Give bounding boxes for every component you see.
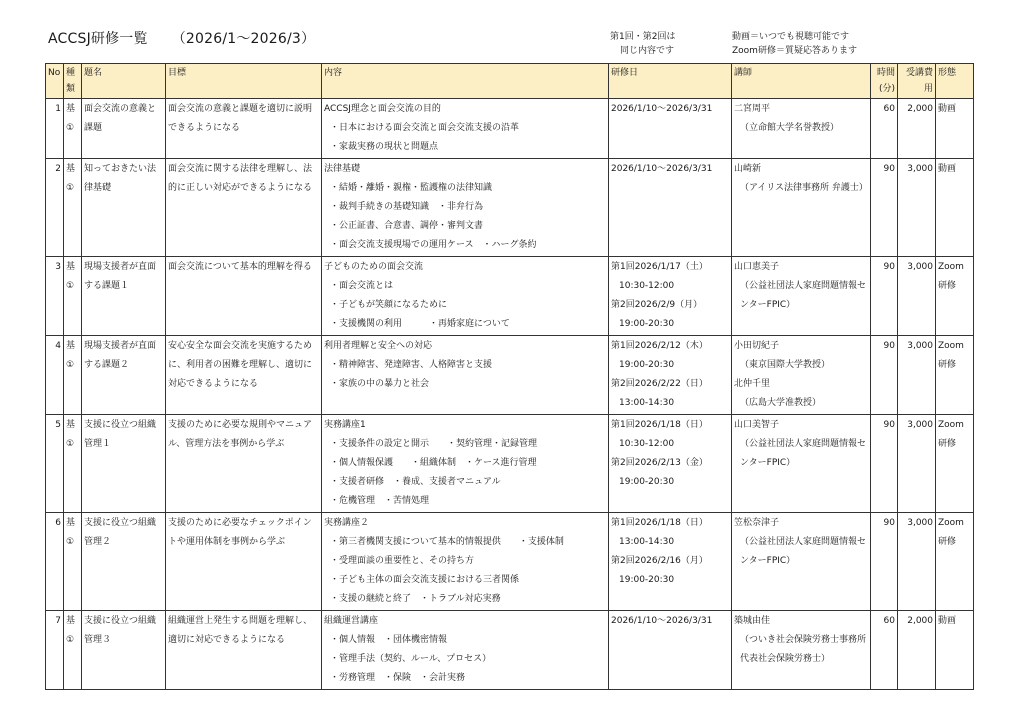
row-content-line: ・受理面談の重要性と、その持ち方 xyxy=(330,556,475,566)
row-fee: 3,000 xyxy=(898,257,936,336)
row-lecturer-line: 北仲千里 xyxy=(734,379,771,389)
row-content-line: ・面会交流支援現場での運用ケース ・ハーグ条約 xyxy=(330,240,537,250)
row-lecturer-line: 山口恵美子 xyxy=(734,262,780,272)
col-kind: 種類 xyxy=(64,64,82,99)
table-row xyxy=(46,513,974,611)
row-content-line: ・労務管理 ・保険 ・会計実務 xyxy=(330,673,466,683)
row-date-line: 19:00-20:30 xyxy=(619,575,675,585)
row-content-line: ・日本における面会交流と面会交流支援の沿革 xyxy=(330,123,520,133)
row-content xyxy=(322,99,609,159)
training-table xyxy=(45,63,974,690)
row-format: 動画 xyxy=(936,611,974,690)
row-content-line: ・公正証書、合意書、調停・審判文書 xyxy=(330,221,484,231)
row-format: Zoom研修 xyxy=(936,415,974,513)
row-date-line: 2026/1/10〜2026/3/31 xyxy=(611,164,713,174)
row-date-line: 2026/1/10〜2026/3/31 xyxy=(611,104,713,114)
row-goal: 組織運営上発生する問題を理解し、適切に対応できるようになる xyxy=(166,611,322,690)
title-text: ACCSJ研修一覧 xyxy=(48,31,148,47)
row-lecturer xyxy=(732,99,871,159)
row-lecturer-line: 山口美智子 xyxy=(734,420,780,430)
col-no: No xyxy=(46,64,64,99)
row-date-line: 第1回2026/2/12（木） xyxy=(611,341,708,351)
table-row xyxy=(46,415,974,513)
row-content-line: ・裁判手続きの基礎知識 ・非弁行為 xyxy=(330,202,484,212)
row-lecturer-line: 山崎新 xyxy=(734,164,762,174)
table-header xyxy=(46,64,974,99)
row-content-line: ・個人情報 ・団体機密情報 xyxy=(330,635,448,645)
row-date xyxy=(609,513,732,611)
row-name: 支援に役立つ組織管理２ xyxy=(82,513,166,611)
row-name: 支援に役立つ組織管理１ xyxy=(82,415,166,513)
table-body xyxy=(46,99,974,690)
row-content-line: 実務講座２ xyxy=(324,518,370,528)
row-content-line: ・個人情報保護 ・組織体制 ・ケース進行管理 xyxy=(330,458,537,468)
row-date-line: 第2回2026/2/13（金） xyxy=(611,458,708,468)
row-format: 動画 xyxy=(936,159,974,257)
row-goal: 面会交流について基本的理解を得る xyxy=(166,257,322,336)
row-no: 7 xyxy=(46,611,64,690)
row-content-line: ACCSJ理念と面会交流の目的 xyxy=(324,104,441,114)
row-content-line: ・管理手法（契約、ルール、プロセス） xyxy=(330,654,492,664)
session-note-line-2: 同じ内容です xyxy=(620,46,675,56)
row-kind: 基① xyxy=(64,513,82,611)
row-goal: 安心安全な面会交流を実施するために、利用者の困難を理解し、適切に対応できるようになる xyxy=(166,336,322,415)
row-content-line: 法律基礎 xyxy=(324,164,361,174)
row-goal: 支援のために必要な規則やマニュアル、管理方法を事例から学ぶ xyxy=(166,415,322,513)
row-lecturer-line: 小田切紀子 xyxy=(734,341,780,351)
row-lecturer-line: 二宮周平 xyxy=(734,104,771,114)
row-content-line: ・第三者機関支援について基本的情報提供 ・支援体制 xyxy=(330,537,564,547)
row-kind: 基① xyxy=(64,159,82,257)
row-date xyxy=(609,159,732,257)
row-no: 2 xyxy=(46,159,64,257)
row-date-line: 19:00-20:30 xyxy=(619,319,675,329)
row-time: 60 xyxy=(871,99,898,159)
row-format: Zoom研修 xyxy=(936,336,974,415)
row-content-line: ・家裁実務の現状と問題点 xyxy=(330,142,439,152)
row-date-line: 第1回2026/1/17（土） xyxy=(611,262,708,272)
row-kind: 基① xyxy=(64,611,82,690)
row-lecturer xyxy=(732,415,871,513)
row-kind: 基① xyxy=(64,336,82,415)
row-name: 面会交流の意義と課題 xyxy=(82,99,166,159)
row-content-line: ・結婚・離婚・親権・監護権の法律知識 xyxy=(330,183,493,193)
row-content-line: 実務講座1 xyxy=(324,420,366,430)
row-lecturer-line: （公益社団法人家庭問題情報センターFPIC） xyxy=(740,439,867,468)
row-date-line: 第2回2026/2/22（日） xyxy=(611,379,708,389)
row-no: 3 xyxy=(46,257,64,336)
row-format: 動画 xyxy=(936,99,974,159)
row-content-line: ・支援者研修 ・養成、支援者マニュアル xyxy=(330,477,501,487)
row-content-line: ・精神障害、発達障害、人格障害と支援 xyxy=(330,360,493,370)
row-content-line: ・支援条件の設定と開示 ・契約管理・記録管理 xyxy=(330,439,538,449)
row-fee: 3,000 xyxy=(898,336,936,415)
row-date-line: 13:00-14:30 xyxy=(619,537,675,547)
col-date: 研修日 xyxy=(609,64,732,99)
table-row xyxy=(46,257,974,336)
row-content xyxy=(322,415,609,513)
row-date-line: 第1回2026/1/18（日） xyxy=(611,420,708,430)
row-time: 90 xyxy=(871,336,898,415)
row-lecturer xyxy=(732,159,871,257)
row-format: Zoom研修 xyxy=(936,257,974,336)
row-date-line: 13:00-14:30 xyxy=(619,398,675,408)
row-kind: 基① xyxy=(64,415,82,513)
row-date-line: 10:30-12:00 xyxy=(619,281,675,291)
row-lecturer xyxy=(732,611,876,690)
row-kind: 基① xyxy=(64,257,82,336)
col-format: 形態 xyxy=(936,64,974,99)
row-date xyxy=(609,99,732,159)
row-content-line: 組織運営講座 xyxy=(324,616,379,626)
row-content-line: 子どものための面会交流 xyxy=(324,262,424,272)
row-goal: 面会交流の意義と課題を適切に説明できるようになる xyxy=(166,99,322,159)
row-date-line: 第1回2026/1/18（日） xyxy=(611,518,708,528)
row-time: 90 xyxy=(871,159,898,257)
row-lecturer-line: （公益社団法人家庭問題情報センターFPIC） xyxy=(740,537,867,566)
col-name: 題名 xyxy=(82,64,166,99)
row-date xyxy=(609,336,732,415)
row-content xyxy=(322,159,609,257)
row-date xyxy=(609,415,732,513)
row-content-line: ・子どもが笑顔になるために xyxy=(330,300,448,310)
table-row xyxy=(46,611,974,690)
row-content-line: ・子ども主体の面会交流支援における三者関係 xyxy=(330,575,520,585)
row-no: 1 xyxy=(46,99,64,159)
row-content-line: ・支援機関の利用 ・再婚家庭について xyxy=(330,319,510,329)
row-content-line: ・支援の継続と終了 ・トラブル対応実務 xyxy=(330,594,501,604)
row-name: 支援に役立つ組織管理３ xyxy=(82,611,166,690)
col-lecturer: 講師 xyxy=(732,64,871,99)
format-note xyxy=(732,30,857,58)
row-date-line: 19:00-20:30 xyxy=(619,360,675,370)
row-lecturer-line: （公益社団法人家庭問題情報センターFPIC） xyxy=(740,281,867,310)
row-content xyxy=(322,336,609,415)
row-lecturer-line: （東京国際大学教授） xyxy=(740,360,831,370)
row-lecturer xyxy=(732,257,871,336)
row-lecturer-line: 笠松奈津子 xyxy=(734,518,780,528)
row-name: 現場支援者が直面する課題２ xyxy=(82,336,166,415)
row-name: 現場支援者が直面する課題１ xyxy=(82,257,166,336)
row-fee: 2,000 xyxy=(898,99,936,159)
col-goal: 目標 xyxy=(166,64,322,99)
row-time: 90 xyxy=(871,415,898,513)
row-format: Zoom研修 xyxy=(936,513,974,611)
row-fee: 3,000 xyxy=(898,159,936,257)
row-date-line: 2026/1/10〜2026/3/31 xyxy=(611,616,713,626)
table-row xyxy=(46,336,974,415)
title-period: （2026/1〜2026/3） xyxy=(171,31,316,47)
row-no: 4 xyxy=(46,336,64,415)
row-lecturer-line: （広島大学准教授） xyxy=(740,398,822,408)
row-time: 60 xyxy=(871,611,898,690)
row-content xyxy=(322,257,609,336)
row-time: 90 xyxy=(871,513,898,611)
row-content-line: 利用者理解と安全への対応 xyxy=(324,341,433,351)
format-note-line-2: Zoom研修＝質疑応答あります xyxy=(732,46,857,56)
row-goal: 面会交流に関する法律を理解し、法的に正しい対応ができるようになる xyxy=(166,159,322,257)
row-lecturer-line: （ついき社会保険労務士事務所 代表社会保険労務士） xyxy=(740,635,876,664)
table-row xyxy=(46,99,974,159)
row-content xyxy=(322,611,609,690)
row-date-line: 19:00-20:30 xyxy=(619,477,675,487)
row-content-line: ・家族の中の暴力と社会 xyxy=(330,379,430,389)
row-date-line: 第2回2026/2/16（月） xyxy=(611,556,708,566)
row-lecturer xyxy=(732,513,871,611)
row-date-line: 第2回2026/2/9（月） xyxy=(611,300,703,310)
session-note-line-1: 第1回・第2回は xyxy=(610,32,676,42)
row-lecturer-line: 築城由佳 xyxy=(734,616,771,626)
row-content-line: ・危機管理 ・苦情処理 xyxy=(330,496,430,506)
row-no: 6 xyxy=(46,513,64,611)
row-kind: 基① xyxy=(64,99,82,159)
row-time: 90 xyxy=(871,257,898,336)
row-lecturer xyxy=(732,336,871,415)
row-date-line: 10:30-12:00 xyxy=(619,439,675,449)
table-row xyxy=(46,159,974,257)
row-date xyxy=(609,611,732,690)
row-fee: 3,000 xyxy=(898,415,936,513)
format-note-line-1: 動画＝いつでも視聴可能です xyxy=(732,32,850,42)
col-time: 時間(分) xyxy=(871,64,898,99)
row-no: 5 xyxy=(46,415,64,513)
row-fee: 2,000 xyxy=(898,611,936,690)
col-content: 内容 xyxy=(322,64,609,99)
row-fee: 3,000 xyxy=(898,513,936,611)
row-lecturer-line: （アイリス法律事務所 弁護士） xyxy=(740,183,868,193)
row-date xyxy=(609,257,732,336)
row-lecturer-line: （立命館大学名誉教授） xyxy=(740,123,840,133)
row-content xyxy=(322,513,609,611)
row-content-line: ・面会交流とは xyxy=(330,281,394,291)
page-title xyxy=(48,28,315,48)
session-note xyxy=(610,30,675,58)
col-fee: 受講費用 xyxy=(898,64,936,99)
row-name: 知っておきたい法律基礎 xyxy=(82,159,166,257)
row-goal: 支援のために必要なチェックポイントや運用体制を事例から学ぶ xyxy=(166,513,322,611)
